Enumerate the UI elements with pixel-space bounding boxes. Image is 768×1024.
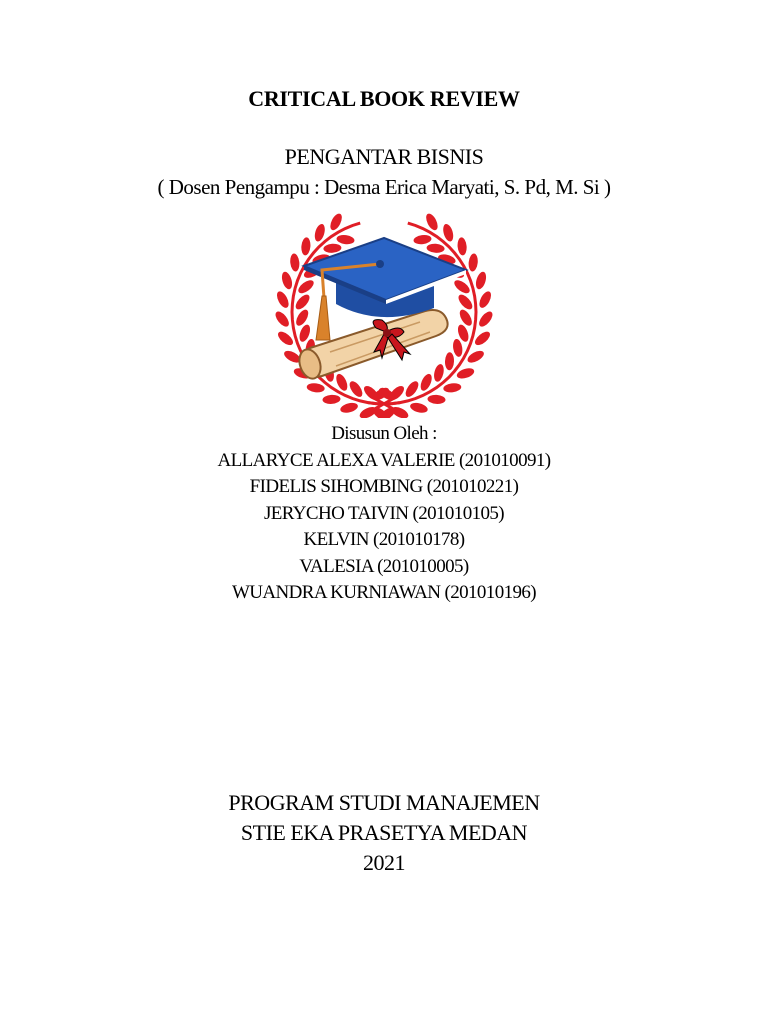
course-name: PENGANTAR BISNIS	[284, 144, 484, 169]
author-name: JERYCHO TAIVIN (201010105)	[263, 502, 505, 524]
laurel-leaf	[456, 292, 475, 311]
graduation-cap-laurel-icon	[270, 200, 498, 418]
study-program: PROGRAM STUDI MANAJEMEN	[228, 790, 540, 815]
laurel-leaf	[313, 223, 327, 243]
laurel-leaf	[426, 243, 445, 253]
year: 2021	[363, 850, 405, 875]
laurel-leaf	[473, 329, 493, 347]
laurel-leaf	[323, 243, 342, 253]
laurel-leaf	[273, 309, 291, 329]
laurel-leaf	[336, 234, 355, 245]
laurel-leaf	[289, 253, 300, 272]
lecturer-line: ( Dosen Pengampu : Desma Erica Maryati, S. Pd, M. Si )	[157, 175, 611, 199]
laurel-leaf	[457, 308, 474, 328]
laurel-leaf	[301, 237, 312, 256]
laurel-leaf	[468, 253, 479, 272]
laurel-leaf	[452, 338, 464, 357]
laurel-leaf	[306, 382, 325, 393]
laurel-leaf	[339, 401, 359, 414]
laurel-leaf	[445, 352, 455, 370]
laurel-leaf	[293, 292, 312, 311]
author-name: FIDELIS SIHOMBING (201010221)	[249, 476, 519, 497]
institution-name: STIE EKA PRASETYA MEDAN	[240, 820, 528, 845]
laurel-leaf	[275, 290, 291, 310]
laurel-leaf	[294, 308, 311, 328]
author-name: KELVIN (201010178)	[303, 529, 465, 550]
footer-section	[0, 788, 768, 878]
author-name: WUANDRA KURNIAWAN (201010196)	[231, 582, 537, 603]
laurel-leaf	[477, 309, 495, 329]
laurel-leaf	[322, 394, 341, 404]
laurel-leaf	[441, 223, 455, 243]
authors-heading: Disusun Oleh :	[331, 423, 437, 444]
laurel-leaf	[413, 234, 432, 245]
author-name: VALESIA (201010005)	[299, 555, 469, 577]
laurel-leaf	[427, 394, 446, 404]
laurel-leaf	[276, 329, 296, 347]
laurel-leaf	[477, 290, 493, 310]
laurel-leaf	[432, 363, 445, 383]
laurel-leaf	[443, 382, 462, 393]
authors-section	[0, 421, 768, 607]
author-name: ALLARYCE ALEXA VALERIE (201010091)	[217, 449, 551, 471]
laurel-leaf	[474, 271, 488, 291]
laurel-leaf	[457, 237, 468, 256]
laurel-leaf	[280, 271, 294, 291]
laurel-leaf	[456, 366, 476, 380]
laurel-leaf	[409, 401, 429, 414]
document-title: CRITICAL BOOK REVIEW	[248, 86, 520, 111]
